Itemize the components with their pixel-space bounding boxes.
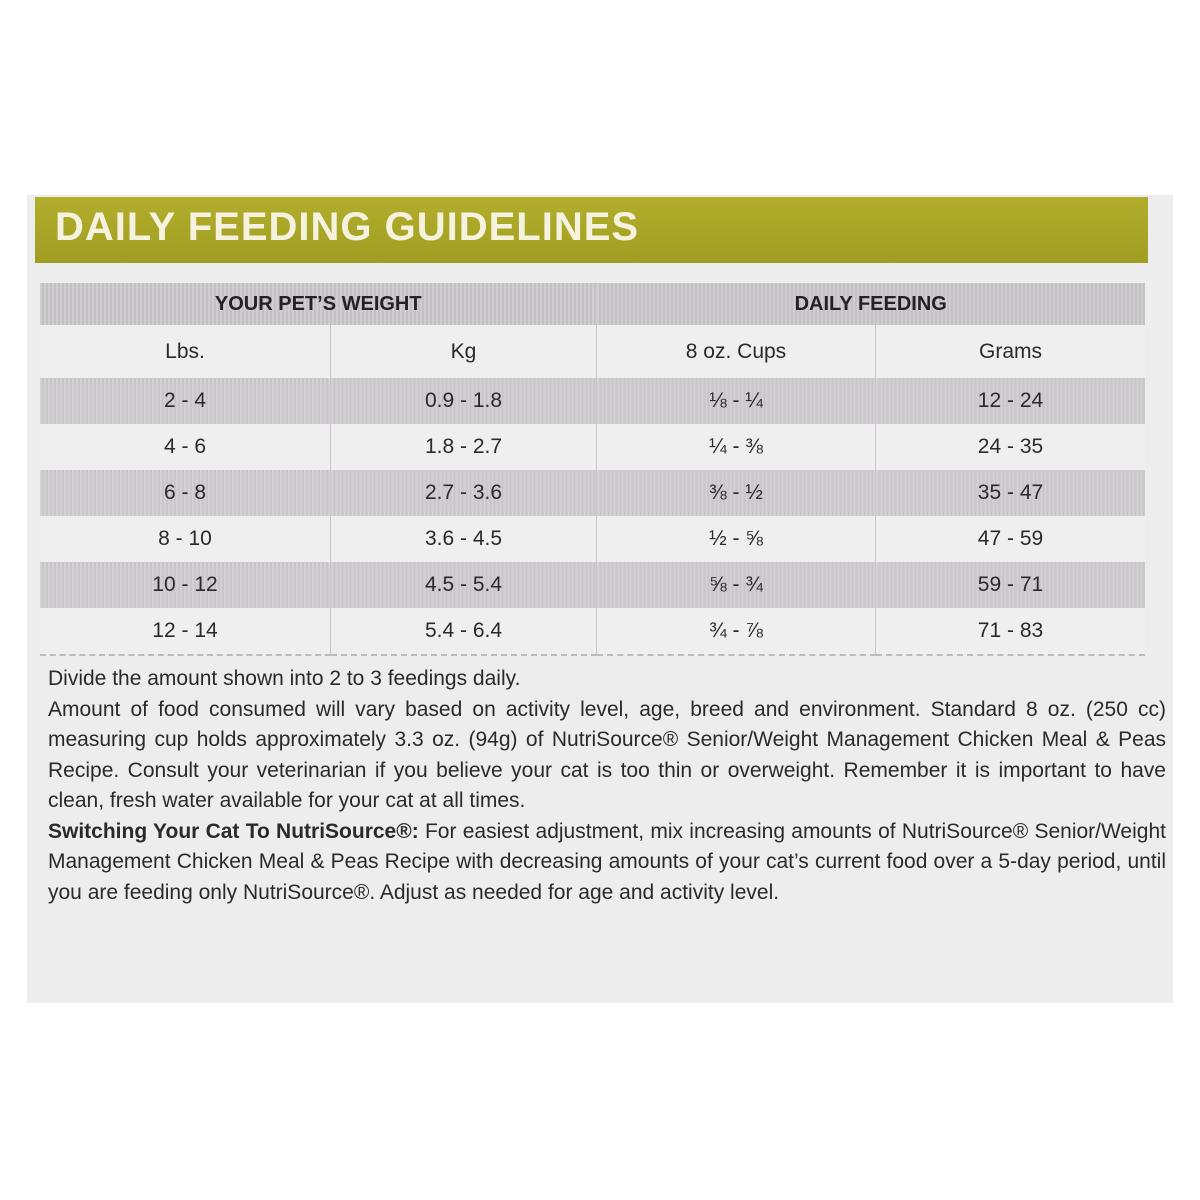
feeding-table: [40, 283, 1145, 656]
table-row: [40, 378, 1145, 424]
table-row: [40, 608, 1145, 655]
cell-lbs: 12 - 14: [40, 608, 331, 655]
cell-grams: 47 - 59: [876, 516, 1146, 562]
cell-kg: 1.8 - 2.7: [331, 424, 597, 470]
cell-kg: 2.7 - 3.6: [331, 470, 597, 516]
daily-feeding-header: DAILY FEEDING: [597, 283, 1146, 325]
cell-lbs: 4 - 6: [40, 424, 331, 470]
pets-weight-header: YOUR PET’S WEIGHT: [40, 283, 597, 325]
cell-kg: 5.4 - 6.4: [331, 608, 597, 655]
switching-text: For easiest adjustment, mix increasing amounts of NutriSource® Senior/Weight Management Chicken Meal & Peas Recipe with decreasing amounts of your cat’s current food over a 5-day period, until you are feeding only NutriSource®. Adjust as needed for age and activity level.: [48, 819, 1166, 904]
table-row: [40, 424, 1145, 470]
cell-grams: 71 - 83: [876, 608, 1146, 655]
cell-cups: ½ - ⅝: [597, 516, 876, 562]
cell-grams: 12 - 24: [876, 378, 1146, 424]
switching-label: Switching Your Cat To NutriSource®:: [48, 819, 419, 843]
cell-lbs: 8 - 10: [40, 516, 331, 562]
cell-cups: ⅝ - ¾: [597, 562, 876, 608]
col-lbs: Lbs.: [40, 325, 331, 378]
col-cups: 8 oz. Cups: [597, 325, 876, 378]
table-row: [40, 516, 1145, 562]
page-title: DAILY FEEDING GUIDELINES: [55, 205, 640, 249]
cell-cups: ⅛ - ¼: [597, 378, 876, 424]
cell-cups: ⅜ - ½: [597, 470, 876, 516]
cell-grams: 35 - 47: [876, 470, 1146, 516]
feeding-notes: [48, 664, 1166, 908]
cell-kg: 0.9 - 1.8: [331, 378, 597, 424]
cell-lbs: 2 - 4: [40, 378, 331, 424]
cell-lbs: 10 - 12: [40, 562, 331, 608]
cell-lbs: 6 - 8: [40, 470, 331, 516]
table-row: [40, 562, 1145, 608]
cell-kg: 3.6 - 4.5: [331, 516, 597, 562]
col-kg: Kg: [331, 325, 597, 378]
cell-cups: ¼ - ⅜: [597, 424, 876, 470]
note-amount: Amount of food consumed will vary based on activity level, age, breed and environment. Standard 8 oz. (250 cc) measuring cup holds approximately 3.3 oz. (94g) of NutriSource® Senior/Weight Management Chicken Meal & Peas Recipe. Consult your veterinarian if you believe your cat is too thin or overweight. Remember it is important to have clean, fresh water available for your cat at all times.: [48, 697, 1166, 812]
cell-grams: 59 - 71: [876, 562, 1146, 608]
group-header-row: [40, 283, 1145, 325]
cell-kg: 4.5 - 5.4: [331, 562, 597, 608]
table-row: [40, 470, 1145, 516]
column-header-row: [40, 325, 1145, 378]
cell-cups: ¾ - ⅞: [597, 608, 876, 655]
note-switching: [48, 817, 1166, 909]
col-grams: Grams: [876, 325, 1146, 378]
cell-grams: 24 - 35: [876, 424, 1146, 470]
note-divide: Divide the amount shown into 2 to 3 feedings daily.: [48, 667, 521, 690]
title-banner: [35, 197, 1148, 263]
